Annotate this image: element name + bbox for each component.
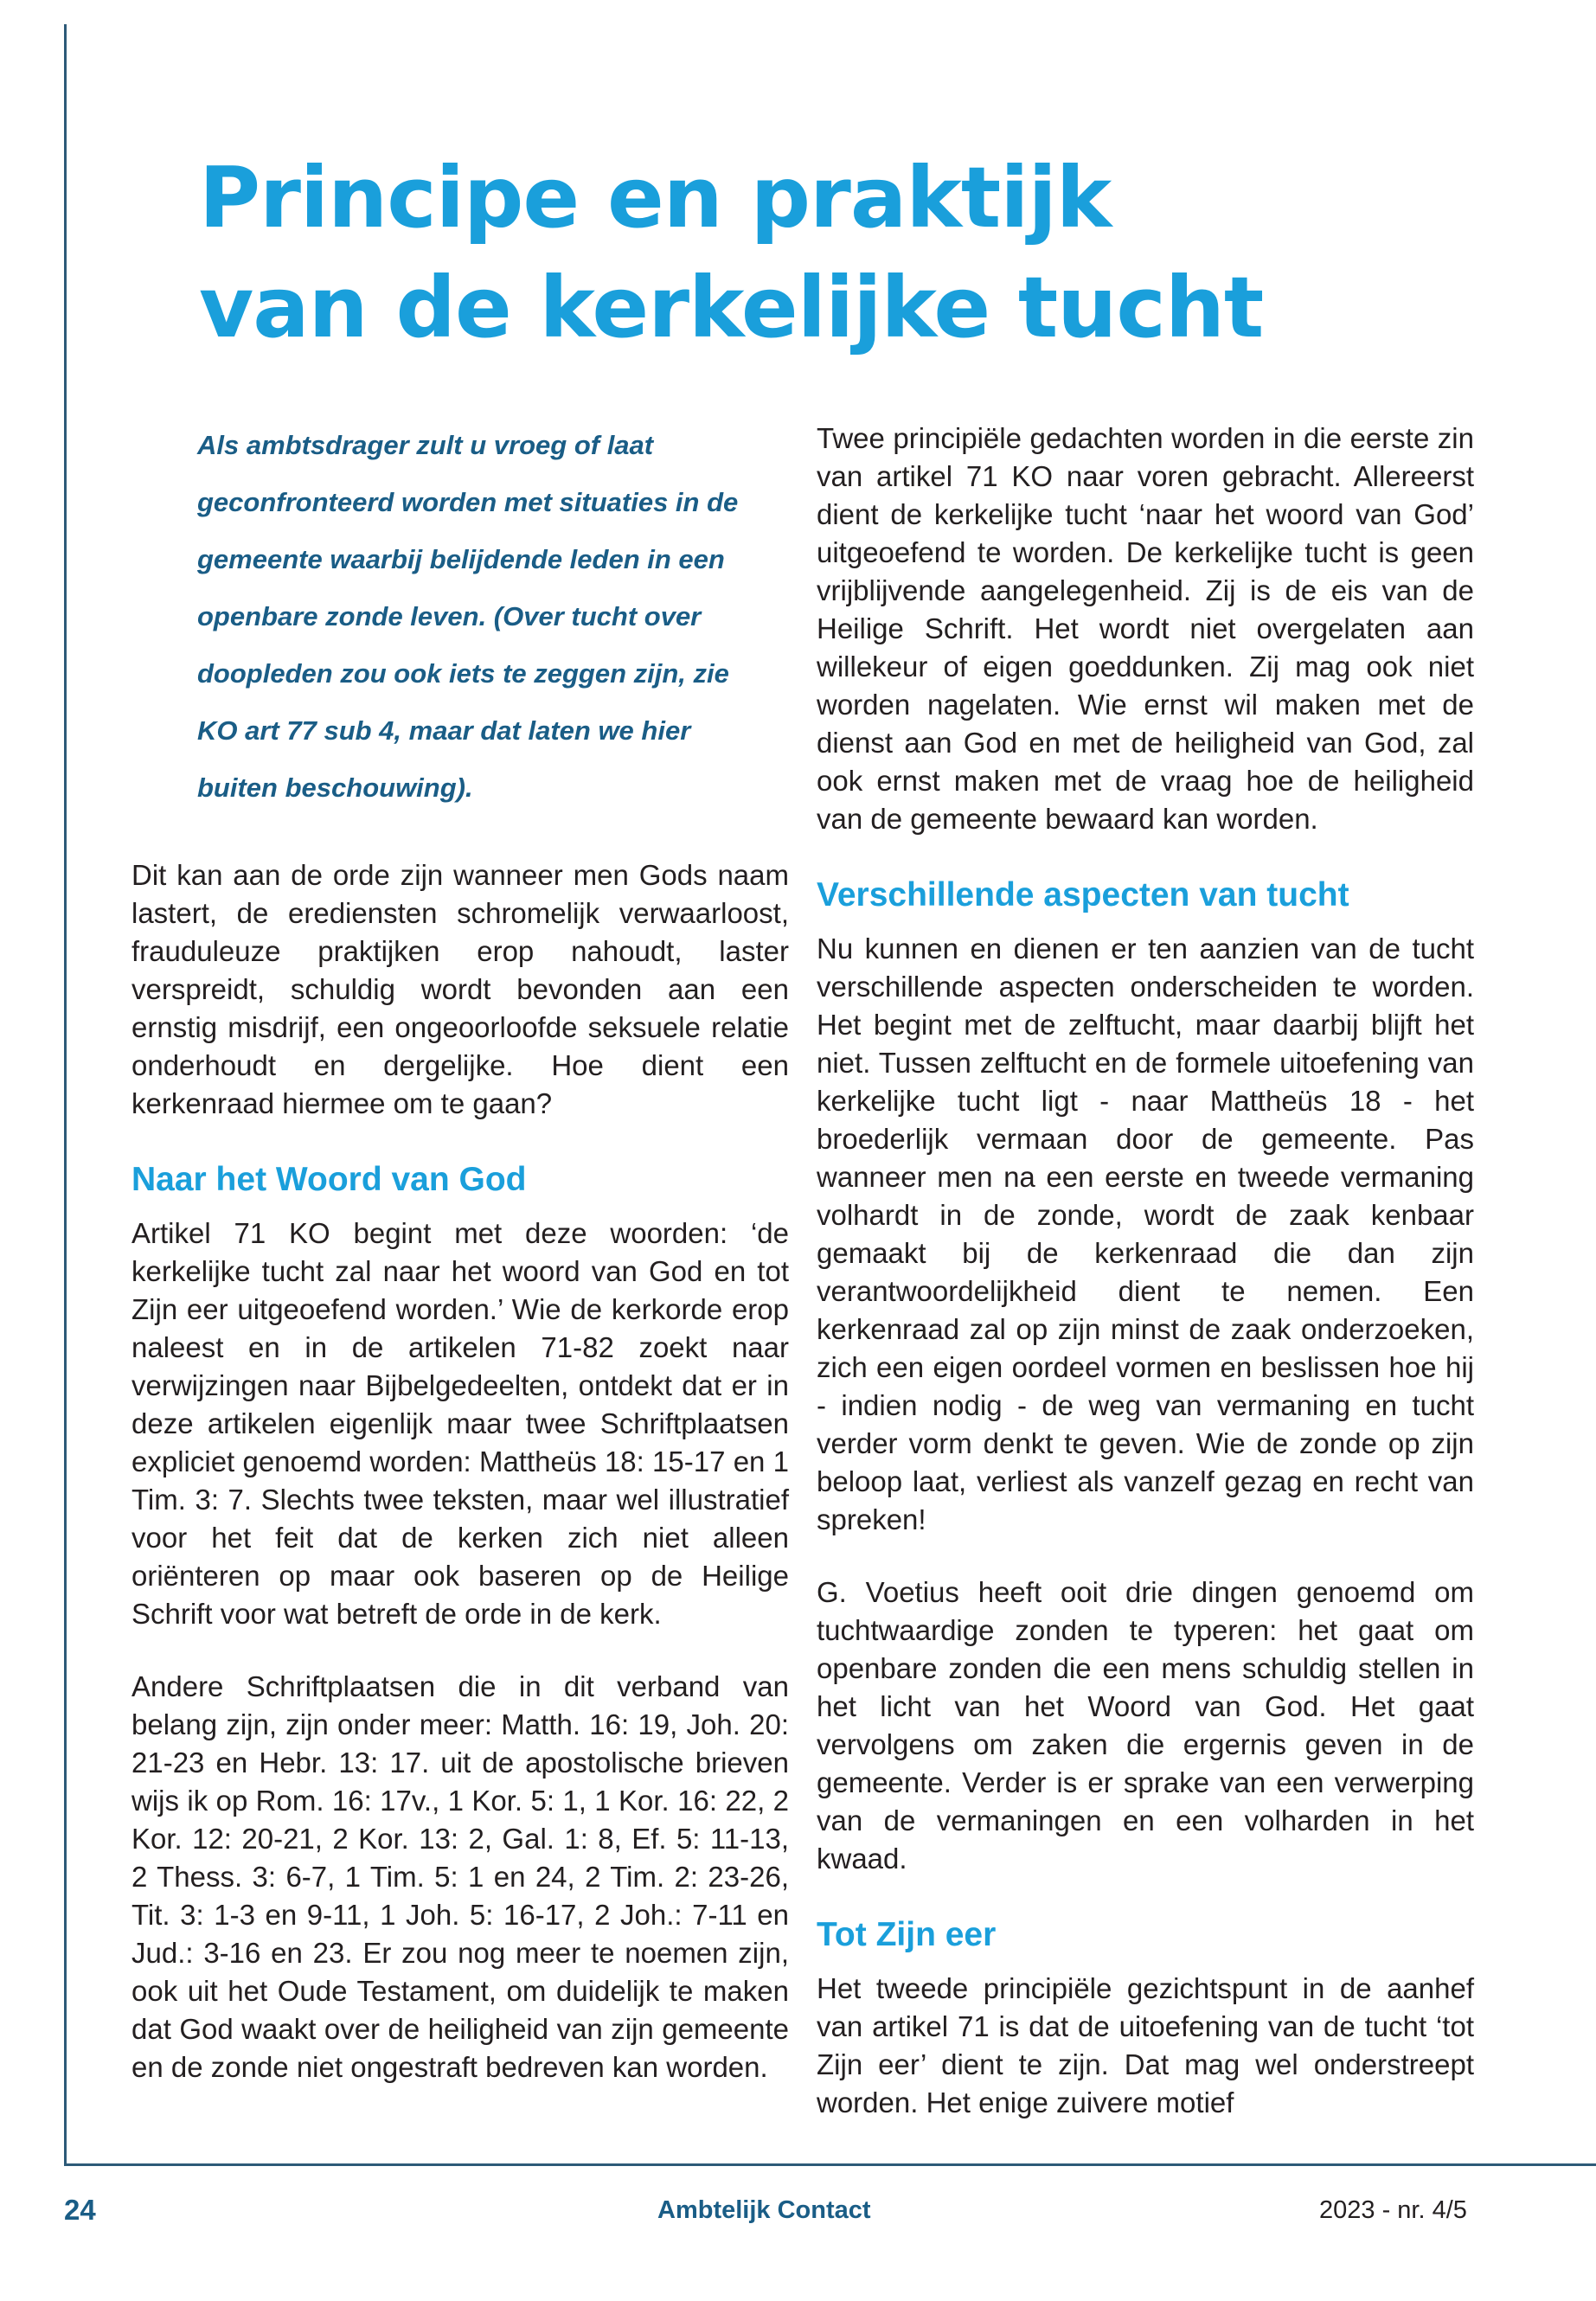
article-title [199,143,1497,362]
paragraph: Andere Schriftplaatsen die in dit verband van belang zijn, zijn onder meer: Matth. 16: 19, Joh. 20: 21-23 en Hebr. 13: 17. uit de apostolische brieven wijs ik op Rom. 16: 17v., 1 Kor. 5: 1, 1 Kor. 16: 22, 2 Kor. 12: 20-21, 2 Kor. 13: 2, Gal. 1: 8, Ef. 5: 11-13, 2 Thess. 3: 6-7, 1 Tim. 5: 1 en 24, 2 Tim. 2: 23-26, Tit. 3: 1-3 en 9-11, 1 Joh. 5: 16-17, 2 Joh.: 7-11 en Jud.: 3-16 en 23. Er zou nog meer te noemen zijn, ook uit het Oude Testament, om duidelijk te maken dat God waakt over de heiligheid van zijn gemeente en de zonde niet ongestraft bedreven kan worden. [131,1670,789,2083]
intro-lead [197,417,739,817]
section-heading-tot-zijn-eer: Tot Zijn eer [817,1916,997,1953]
intro-line: buiten beschouwing). [197,772,473,803]
right-column [817,420,1474,2122]
paragraph: Nu kunnen en dienen er ten aanzien van de tucht verschillende aspecten onderscheiden te worden. Het begint met de zelftucht, maar daarbij blijft het niet. Tussen zelftucht en de formele uitoefening van kerkelijke tucht ligt - naar Mattheüs 18 - het broederlijk vermaan door de gemeente. Pas wanneer men na een eerste en tweede vermaning volhardt in de zonde, wordt de zaak kenbaar gemaakt bij de kerkenraad die dan zijn verantwoordelijkheid dient te nemen. Een kerkenraad zal op zijn minst de zaak onderzoeken, zich een eigen oordeel vormen en beslissen hoe hij - indien nodig - de weg van vermaning en tucht verder vorm denkt te geven. Wie de zonde op zijn beloop laat, verliest als vanzelf gezag en recht van spreken! [817,933,1474,1535]
page-footer-rule [64,2163,1596,2166]
page-vertical-rule [64,24,67,2166]
left-column [131,856,789,2086]
issue-label: 2023 - nr. 4/5 [1319,2196,1467,2224]
section-heading-naar-het-woord: Naar het Woord van God [131,1161,527,1198]
title-line-1: Principe en praktijk [199,149,1112,247]
paragraph: Het tweede principiële gezichtspunt in de aanhef van artikel 71 is dat de uitoefening van de tucht ‘tot Zijn eer’ dient te zijn. Dat mag wel onderstreept worden. Het enige zuivere motief [817,1972,1474,2118]
title-line-2: van de kerkelijke tucht [199,259,1264,356]
paragraph: Twee principiële gedachten worden in die eerste zin van artikel 71 KO naar voren gebracht. Allereerst dient de kerkelijke tucht ‘naar het woord van God’ uitgeoefend te worden. De kerkelijke tucht is geen vrijblijvende aangelegenheid. Zij is de eis van de Heilige Schrift. Het wordt niet overgelaten aan willekeur of eigen goeddunken. Zij mag ook niet worden nagelaten. Wie ernst wil maken met de dienst aan God en met de heiligheid van God, zal ook ernst maken met de vraag hoe de heiligheid van de gemeente bewaard kan worden. [817,422,1474,835]
section-heading-verschillende-aspecten: Verschillende aspecten van tucht [817,876,1349,913]
intro-line: openbare zonde leven. (Over tucht over [197,601,702,631]
page-number: 24 [64,2194,96,2226]
intro-line: geconfronteerd worden met situaties in de [197,487,739,517]
intro-line: gemeente waarbij belijdende leden in een [197,544,725,574]
intro-line: KO art 77 sub 4, maar dat laten we hier [197,715,691,746]
paragraph: Dit kan aan de orde zijn wanneer men Gods naam lastert, de erediensten schromelijk verwaarloost, frauduleuze praktijken erop nahoudt, laster verspreidt, schuldig wordt bevonden aan een ernstig misdrijf, een ongeoorloofde seksuele relatie onderhoudt en dergelijke. Hoe dient een kerkenraad hiermee om te gaan? [131,859,789,1119]
intro-line: Als ambtsdrager zult u vroeg of laat [197,430,654,460]
paragraph: G. Voetius heeft ooit drie dingen genoemd om tuchtwaardige zonden te typeren: het gaat om openbare zonden die een mens schuldig stellen in het licht van het Woord van God. Het gaat vervolgens om zaken die ergernis geven in de gemeente. Verder is er sprake van een verwerping van de vermaningen en een volharden in het kwaad. [817,1576,1474,1875]
magazine-name: Ambtelijk Contact [657,2196,871,2224]
paragraph: Artikel 71 KO begint met deze woorden: ‘de kerkelijke tucht zal naar het woord van God en tot Zijn eer uitgeoefend worden.’ Wie de kerkorde erop naleest en in de artikelen 71-82 zoekt naar verwijzingen naar Bijbelgedeelten, ontdekt dat er in deze artikelen eigenlijk maar twee Schriftplaatsen expliciet genoemd worden: Mattheüs 18: 15-17 en 1 Tim. 3: 7. Slechts twee teksten, maar wel illustratief voor het feit dat de kerken zich niet alleen oriënteren op maar ook baseren op de Heilige Schrift voor wat betreft de orde in de kerk. [131,1217,789,1630]
intro-line: doopleden zou ook iets te zeggen zijn, zie [197,658,729,689]
